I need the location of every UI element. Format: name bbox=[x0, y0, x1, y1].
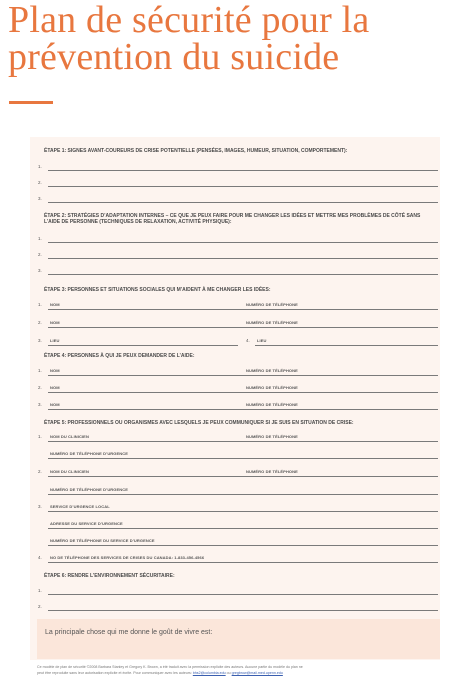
step1-num-1: 1. bbox=[38, 164, 42, 169]
step4-name-label-1: NOM bbox=[50, 368, 60, 373]
step1-heading: ÉTAPE 1: SIGNES AVANT-COUREURS DE CRISE POTENTIELLE (PENSÉES, IMAGES, HUMEUR, SITUATION, COMPORTEMENT): bbox=[44, 148, 348, 154]
step1-num-3: 3. bbox=[38, 196, 42, 201]
step6-line-2[interactable] bbox=[48, 610, 438, 611]
step4-heading: ÉTAPE 4: PERSONNES À QUI JE PEUX DEMANDER DE L’AIDE: bbox=[44, 353, 195, 359]
step5-clinician-label-2: NOM DU CLINICIEN bbox=[50, 469, 89, 474]
step2-num-3: 3. bbox=[38, 268, 42, 273]
step5-crisis-line-label: NO DE TÉLÉPHONE DES SERVICES DE CRISES DU CANADA: 1-833-456-4566 bbox=[50, 555, 205, 560]
step4-line-1[interactable] bbox=[48, 375, 438, 376]
step5-line-1[interactable] bbox=[48, 441, 438, 442]
step3-heading: ÉTAPE 3: PERSONNES ET SITUATIONS SOCIALES QUI M’AIDENT À ME CHANGER LES IDÉES: bbox=[44, 287, 271, 293]
step5-num-1: 1. bbox=[38, 434, 42, 439]
step3-line-4[interactable] bbox=[255, 345, 438, 346]
step5-phone-label-1: NUMÉRO DE TÉLÉPHONE bbox=[246, 434, 298, 439]
reason-to-live-box[interactable] bbox=[37, 619, 440, 659]
step2-num-1: 1. bbox=[38, 236, 42, 241]
step4-line-2[interactable] bbox=[48, 392, 438, 393]
step3-name-label-2: NOM bbox=[50, 320, 60, 325]
step2-line-2[interactable] bbox=[48, 258, 438, 259]
step3-name-label-1: NOM bbox=[50, 302, 60, 307]
step1-num-2: 2. bbox=[38, 180, 42, 185]
step3-phone-label-2: NUMÉRO DE TÉLÉPHONE bbox=[246, 320, 298, 325]
step5-phone-label-2: NUMÉRO DE TÉLÉPHONE bbox=[246, 469, 298, 474]
step5-service-phone-label: NUMÉRO DE TÉLÉPHONE DU SERVICE D’URGENCE bbox=[50, 538, 155, 543]
step4-name-label-2: NOM bbox=[50, 385, 60, 390]
document-title bbox=[8, 2, 453, 76]
step3-place-label-1: LIEU bbox=[50, 338, 60, 343]
step4-phone-label-1: NUMÉRO DE TÉLÉPHONE bbox=[246, 368, 298, 373]
step3-line-2[interactable] bbox=[48, 327, 438, 328]
step5-clinician-label-1: NOM DU CLINICIEN bbox=[50, 434, 89, 439]
footer-or: ou bbox=[226, 671, 231, 675]
footer-line-1: Ce modèle de plan de sécurité ©2008 Barbara Stanley et Gregory K. Brown, a été traduit avec la permission explicite des auteurs. Aucune partie du modèle du plan ne bbox=[37, 665, 303, 669]
title-underline bbox=[9, 101, 53, 104]
step5-emergency-label-2: NUMÉRO DE TÉLÉPHONE D’URGENCE bbox=[50, 487, 129, 492]
step5-num-4: 4. bbox=[38, 555, 42, 560]
step6-heading: ÉTAPE 6: RENDRE L’ENVIRONNEMENT SÉCURITAIRE: bbox=[44, 573, 175, 579]
step5-line-6[interactable] bbox=[48, 528, 438, 529]
step5-emergency-label-1: NUMÉRO DE TÉLÉPHONE D’URGENCE bbox=[50, 451, 129, 456]
step1-line-2[interactable] bbox=[48, 186, 438, 187]
step4-phone-label-3: NUMÉRO DE TÉLÉPHONE bbox=[246, 402, 298, 407]
step1-line-1[interactable] bbox=[48, 170, 438, 171]
step3-phone-label-1: NUMÉRO DE TÉLÉPHONE bbox=[246, 302, 298, 307]
author-email-link-2[interactable]: gregbrow@mail.med.upenn.edu bbox=[231, 671, 283, 675]
copyright-footer bbox=[37, 664, 441, 676]
step4-num-2: 2. bbox=[38, 385, 42, 390]
step5-line-5[interactable] bbox=[48, 511, 438, 512]
step3-num-4: 4. bbox=[246, 338, 250, 343]
step3-num-3: 3. bbox=[38, 338, 42, 343]
title-line-1: Plan de sécurité pour la bbox=[8, 0, 370, 41]
step3-line-1[interactable] bbox=[48, 309, 438, 310]
step3-place-label-2: LIEU bbox=[257, 338, 267, 343]
step2-line-3[interactable] bbox=[48, 274, 438, 275]
footer-line-2 bbox=[37, 670, 441, 676]
step3-num-1: 1. bbox=[38, 302, 42, 307]
step5-num-2: 2. bbox=[38, 469, 42, 474]
step4-name-label-3: NOM bbox=[50, 402, 60, 407]
step4-num-3: 3. bbox=[38, 402, 42, 407]
step5-line-2[interactable] bbox=[48, 458, 438, 459]
step4-line-3[interactable] bbox=[48, 409, 438, 410]
step6-num-1: 1. bbox=[38, 588, 42, 593]
author-email-link-1[interactable]: bhs2@columbia.edu bbox=[192, 671, 226, 675]
step5-line-8 bbox=[48, 562, 438, 563]
step5-line-7[interactable] bbox=[48, 545, 438, 546]
step1-line-3[interactable] bbox=[48, 202, 438, 203]
step4-num-1: 1. bbox=[38, 368, 42, 373]
title-line-2: prévention du suicide bbox=[8, 36, 340, 78]
step6-line-1[interactable] bbox=[48, 594, 438, 595]
step5-line-3[interactable] bbox=[48, 476, 438, 477]
footer-text-2: peut être reproduite sans leur autorisation explicite et écrite. Pour communiquer avec les auteurs: bbox=[37, 671, 192, 675]
step2-num-2: 2. bbox=[38, 252, 42, 257]
step2-line-1[interactable] bbox=[48, 242, 438, 243]
step3-num-2: 2. bbox=[38, 320, 42, 325]
step2-heading: ÉTAPE 2: STRATÉGIES D’ADAPTATION INTERNES – CE QUE JE PEUX FAIRE POUR ME CHANGER LES IDÉES ET METTRE MES PROBLÈMES DE CÔTÉ SANS L’AIDE DE PERSONNE (TECHNIQUES DE RELAXATION, ACTIVITÉ PHYSIQUE): bbox=[44, 213, 421, 225]
reason-to-live-label: La principale chose qui me donne le goût de vivre est: bbox=[45, 629, 213, 636]
step6-num-2: 2. bbox=[38, 604, 42, 609]
step3-line-3[interactable] bbox=[48, 345, 238, 346]
step4-phone-label-2: NUMÉRO DE TÉLÉPHONE bbox=[246, 385, 298, 390]
step5-num-3: 3. bbox=[38, 504, 42, 509]
step5-line-4[interactable] bbox=[48, 494, 438, 495]
step5-service-address-label: ADRESSE DU SERVICE D’URGENCE bbox=[50, 521, 123, 526]
step5-heading: ÉTAPE 5: PROFESSIONNELS OU ORGANISMES AVEC LESQUELS JE PEUX COMMUNIQUER SI JE SUIS EN SITUATION DE CRISE: bbox=[44, 420, 354, 426]
step5-local-service-label: SERVICE D’URGENCE LOCAL bbox=[50, 504, 110, 509]
